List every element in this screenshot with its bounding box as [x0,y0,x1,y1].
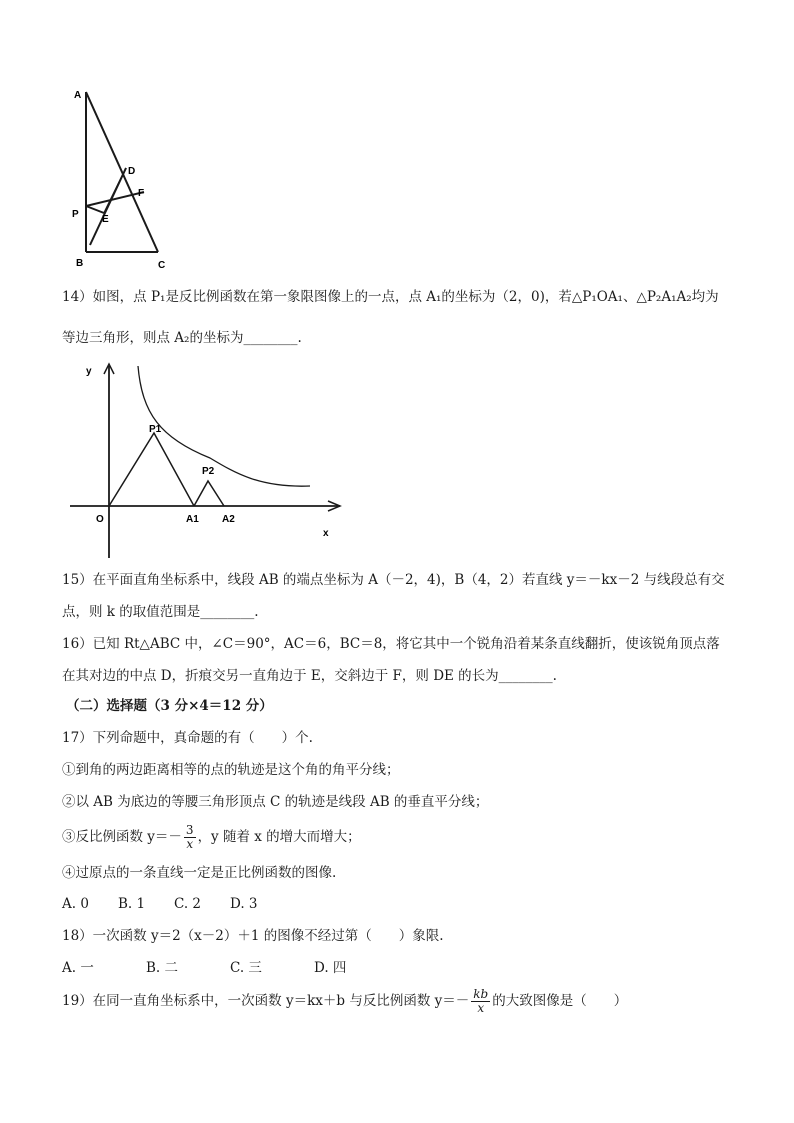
section-heading: （二）选择题（3 分×4＝12 分） [66,698,273,714]
question-17-item-1: ①到角的两边距离相等的点的轨迹是这个角的角平分线； [62,762,400,778]
option-a[interactable]: A. 0 [62,896,89,912]
label-c: C [158,260,166,271]
fraction-kb-over-x [471,988,490,1015]
option-a[interactable]: A. 一 [62,960,94,976]
label-p: P [72,209,79,220]
triangle-p2-a1-a2 [194,481,224,506]
label-p1: P1 [149,424,162,435]
side-ac [86,92,158,252]
label-o: O [96,514,104,525]
question-18-stem: 18）一次函数 y＝2（x－2）＋1 的图像不经过第（ ）象限. [62,928,444,944]
option-c[interactable]: C. 三 [230,960,262,976]
fraction-numerator: 3 [185,823,194,837]
label-d: D [128,166,136,177]
hyperbola-curve [138,366,310,486]
coordinate-graph-figure [60,358,360,563]
label-b: B [76,258,84,269]
question-19-suffix: 的大致图像是（ ） [492,993,628,1009]
question-16-line2: 在其对边的中点 D，折痕交另一直角边于 E，交斜边于 F，则 DE 的长为________. [62,668,557,684]
option-d[interactable]: D. 四 [314,960,347,976]
question-14-line2: 等边三角形，则点 A₂的坐标为________. [62,330,302,346]
option-c[interactable]: C. 2 [174,896,202,912]
question-14-line1: 14）如图，点 P₁是反比例函数在第一象限图像上的一点，点 A₁的坐标为（2，0)，若△P₁OA₁、△P₂A₁A₂均为 [62,289,719,305]
fraction-3-over-x [184,824,196,851]
question-17-options [62,894,286,914]
question-17-item-2: ②以 AB 为底边的等腰三角形顶点 C 的轨迹是线段 AB 的垂直平分线； [62,794,489,810]
label-a: A [74,90,82,101]
item-3-suffix: ，y 随着 x 的增大而增大； [197,829,361,845]
option-b[interactable]: B. 1 [118,896,146,912]
fraction-numerator: kb [473,987,489,1001]
question-15-line2: 点，则 k 的取值范围是________. [62,604,259,620]
option-b[interactable]: B. 二 [146,960,179,976]
fraction-denominator: x [186,837,194,851]
item-3-prefix: ③反比例函数 y＝－ [62,829,182,845]
segment-pe [86,206,104,213]
label-p2: P2 [202,466,215,477]
option-d[interactable]: D. 3 [230,896,258,912]
question-18-options [62,958,398,978]
question-19-stem [62,986,627,1016]
triangle-figure [60,80,190,275]
label-x: x [323,528,329,539]
segment-ed [104,168,126,213]
question-17-item-3 [62,822,361,852]
label-a2: A2 [222,514,235,525]
question-19-prefix: 19）在同一直角坐标系中，一次函数 y＝kx＋b 与反比例函数 y＝－ [62,993,470,1009]
label-y: y [86,366,92,377]
label-f: F [138,188,145,199]
question-17-item-4: ④过原点的一条直线一定是正比例函数的图像. [62,865,337,881]
label-e: E [102,214,109,225]
question-15-line1: 15）在平面直角坐标系中，线段 AB 的端点坐标为 A（－2，4)，B（4，2）若直线 y＝－kx－2 与线段总有交 [62,572,725,588]
question-17-stem: 17）下列命题中，真命题的有（ ）个. [62,730,313,746]
fraction-denominator: x [477,1001,485,1015]
label-a1: A1 [186,514,199,525]
question-16-line1: 16）已知 Rt△ABC 中，∠C＝90°，AC＝6，BC＝8，将它其中一个锐角沿着某条直线翻折，使该锐角顶点落 [62,636,720,652]
